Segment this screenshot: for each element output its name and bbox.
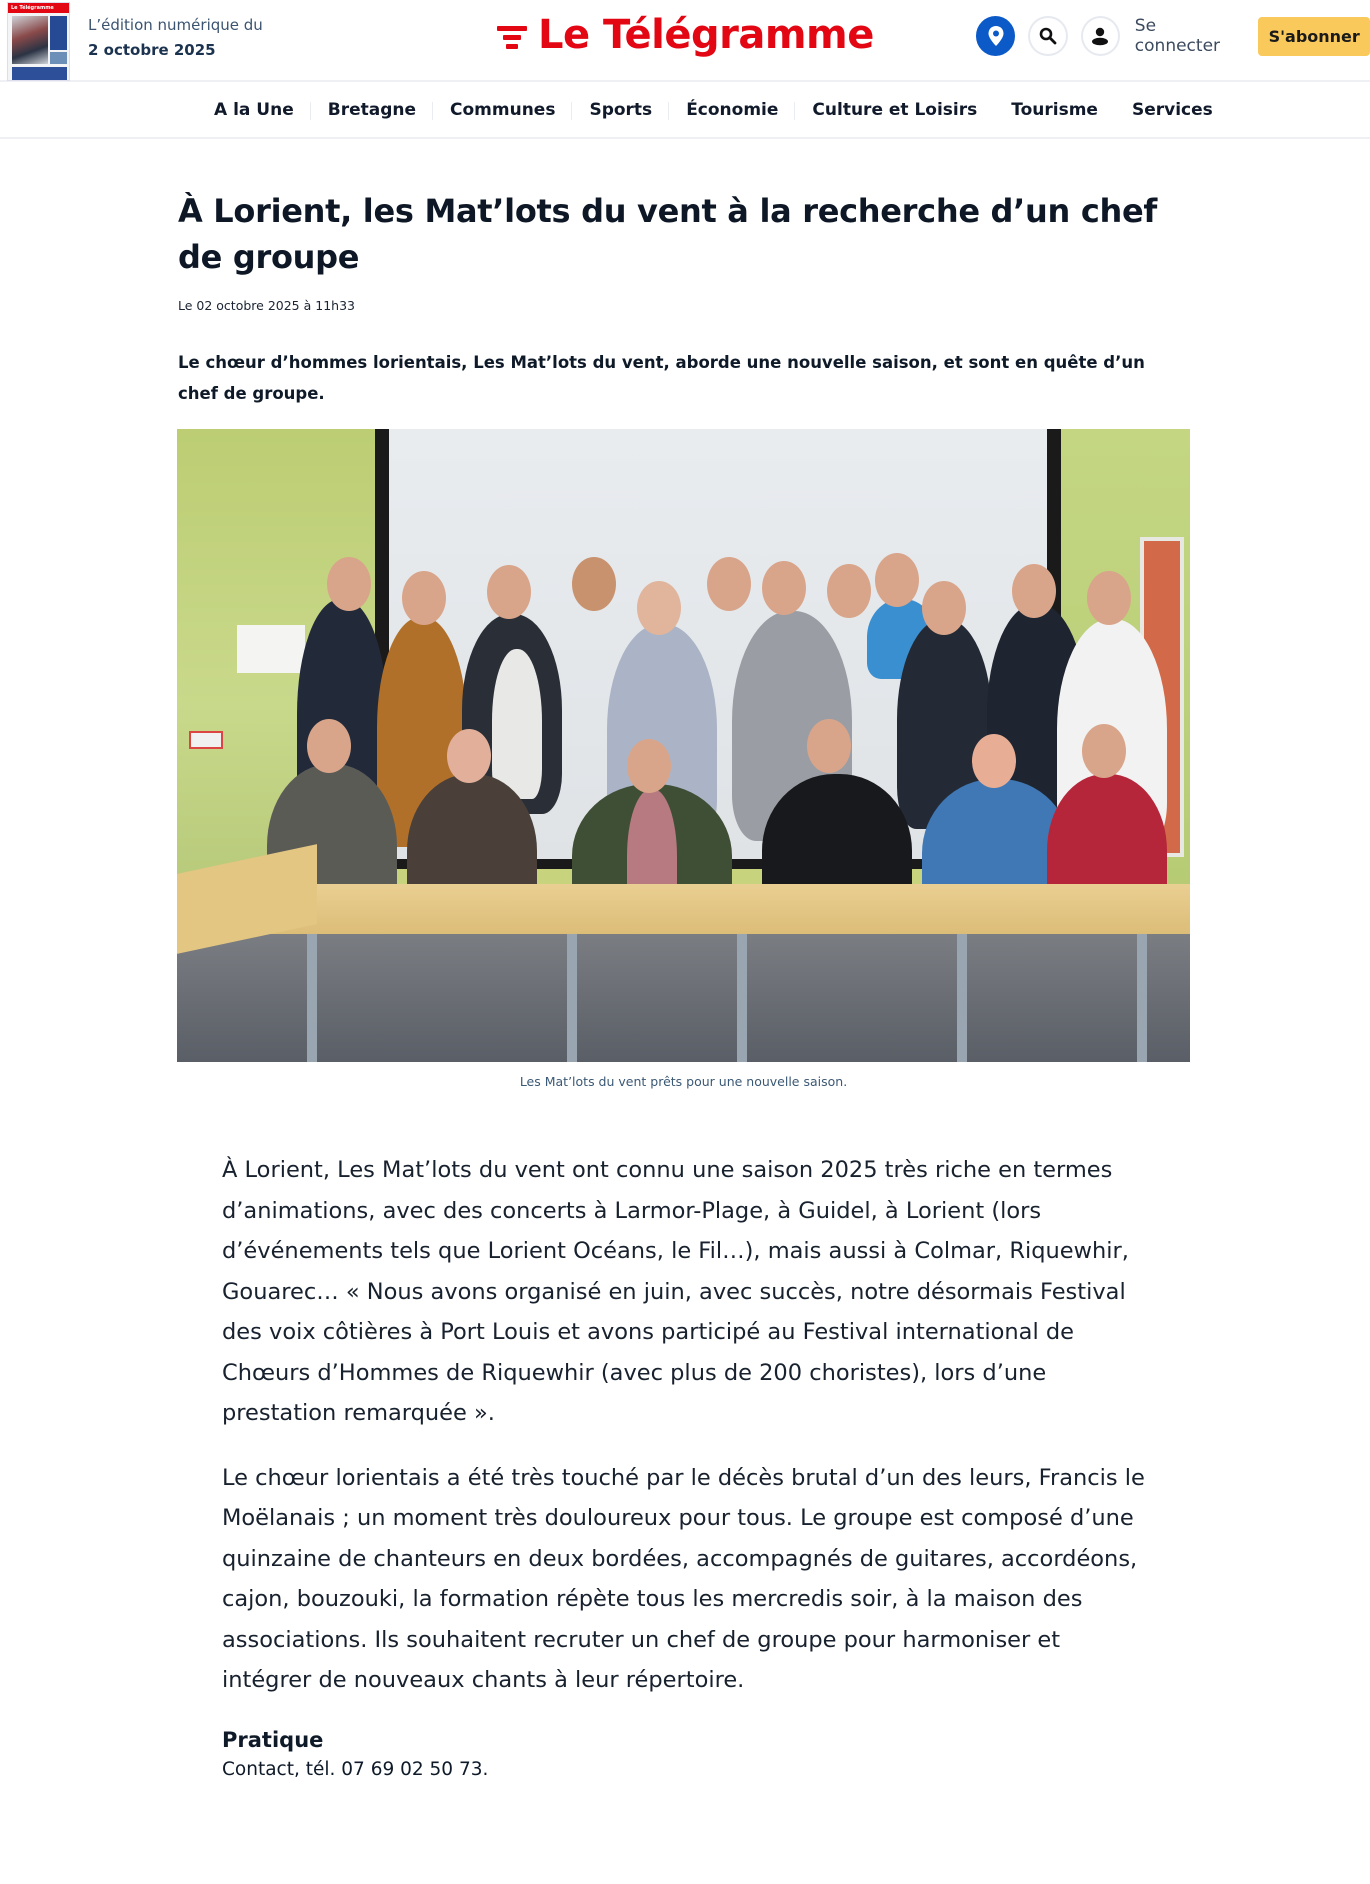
search-icon: [1039, 27, 1057, 45]
photo-caption: Les Mat’lots du vent prêts pour une nouvelle saison.: [519, 1074, 848, 1089]
article-paragraph: Le chœur lorientais a été très touché par le décès brutal d’un des leurs, Francis le Moëlanais ; un moment très douloureux pour tous. Le groupe est composé d’une quinzaine de chanteurs en deux bordées, accompagnés de guitares, accordéons, cajon, bouzouki, la formation répète tous les mercredis soir, à la maison des associations. Ils souhaitent recruter un chef de groupe pour harmoniser et intégrer de nouveaux chants à leur répertoire.: [222, 1464, 1145, 1693]
login-link[interactable]: Se connecter: [1134, 16, 1221, 56]
location-button[interactable]: [976, 16, 1015, 56]
nav-item-sports[interactable]: Sports: [572, 100, 669, 120]
practical-contact: Contact, tél. 07 69 02 50 73.: [222, 1758, 489, 1780]
edition-cover-thumbnail[interactable]: [7, 2, 70, 81]
nav-item-services[interactable]: Services: [1131, 99, 1213, 120]
logo-text: Le Télégramme: [538, 12, 874, 58]
nav-item-a-la-une[interactable]: A la Une: [197, 100, 311, 120]
edition-cover-masthead: Le Télégramme: [11, 5, 54, 11]
article-photo[interactable]: [177, 429, 1190, 1062]
site-header: [0, 0, 1370, 82]
article-title: À Lorient, les Mat’lots du vent à la recherche d’un chef de groupe: [178, 192, 1157, 276]
article-body: [222, 1150, 1152, 1785]
practical-heading: Pratique: [222, 1727, 324, 1752]
location-pin-icon: [987, 25, 1005, 47]
nav-item-communes[interactable]: Communes: [433, 100, 572, 120]
nav-item-economie[interactable]: Économie: [669, 100, 795, 120]
nav-item-tourisme[interactable]: Tourisme: [1011, 99, 1098, 120]
nav-item-bretagne[interactable]: Bretagne: [311, 100, 433, 120]
header-actions: [976, 16, 1370, 56]
article-lede: Le chœur d’hommes lorientais, Les Mat’lots du vent, aborde une nouvelle saison, et sont en quête d’un chef de groupe.: [178, 353, 1145, 403]
nav-item-culture-loisirs[interactable]: Culture et Loisirs: [812, 99, 978, 120]
article-date: Le 02 octobre 2025 à 11h33: [178, 298, 355, 313]
digital-edition-link[interactable]: [7, 2, 263, 81]
search-button[interactable]: [1028, 16, 1067, 56]
article-header: [178, 188, 1190, 409]
site-logo[interactable]: [497, 12, 874, 58]
user-icon: [1090, 26, 1110, 46]
edition-label: L’édition numérique du: [88, 16, 263, 34]
account-button[interactable]: [1081, 16, 1120, 56]
logo-mark-icon: [497, 20, 529, 52]
article-paragraph: À Lorient, Les Mat’lots du vent ont connu une saison 2025 très riche en termes d’animations, avec des concerts à Larmor-Plage, à Guidel, à Lorient (lors d’événements tels que Lorient Océans, le Fil…), mais aussi à Colmar, Riquewhir, Gouarec… « Nous avons organisé en juin, avec succès, notre désormais Festival des voix côtières à Port Louis et avons participé au Festival international de Chœurs d’Hommes de Riquewhir (avec plus de 200 choristes), lors d’une prestation remarquée ».: [222, 1157, 1129, 1426]
main-nav: [0, 82, 1370, 139]
subscribe-button[interactable]: S'abonner: [1258, 17, 1370, 56]
edition-date[interactable]: 2 octobre 2025: [88, 41, 216, 59]
